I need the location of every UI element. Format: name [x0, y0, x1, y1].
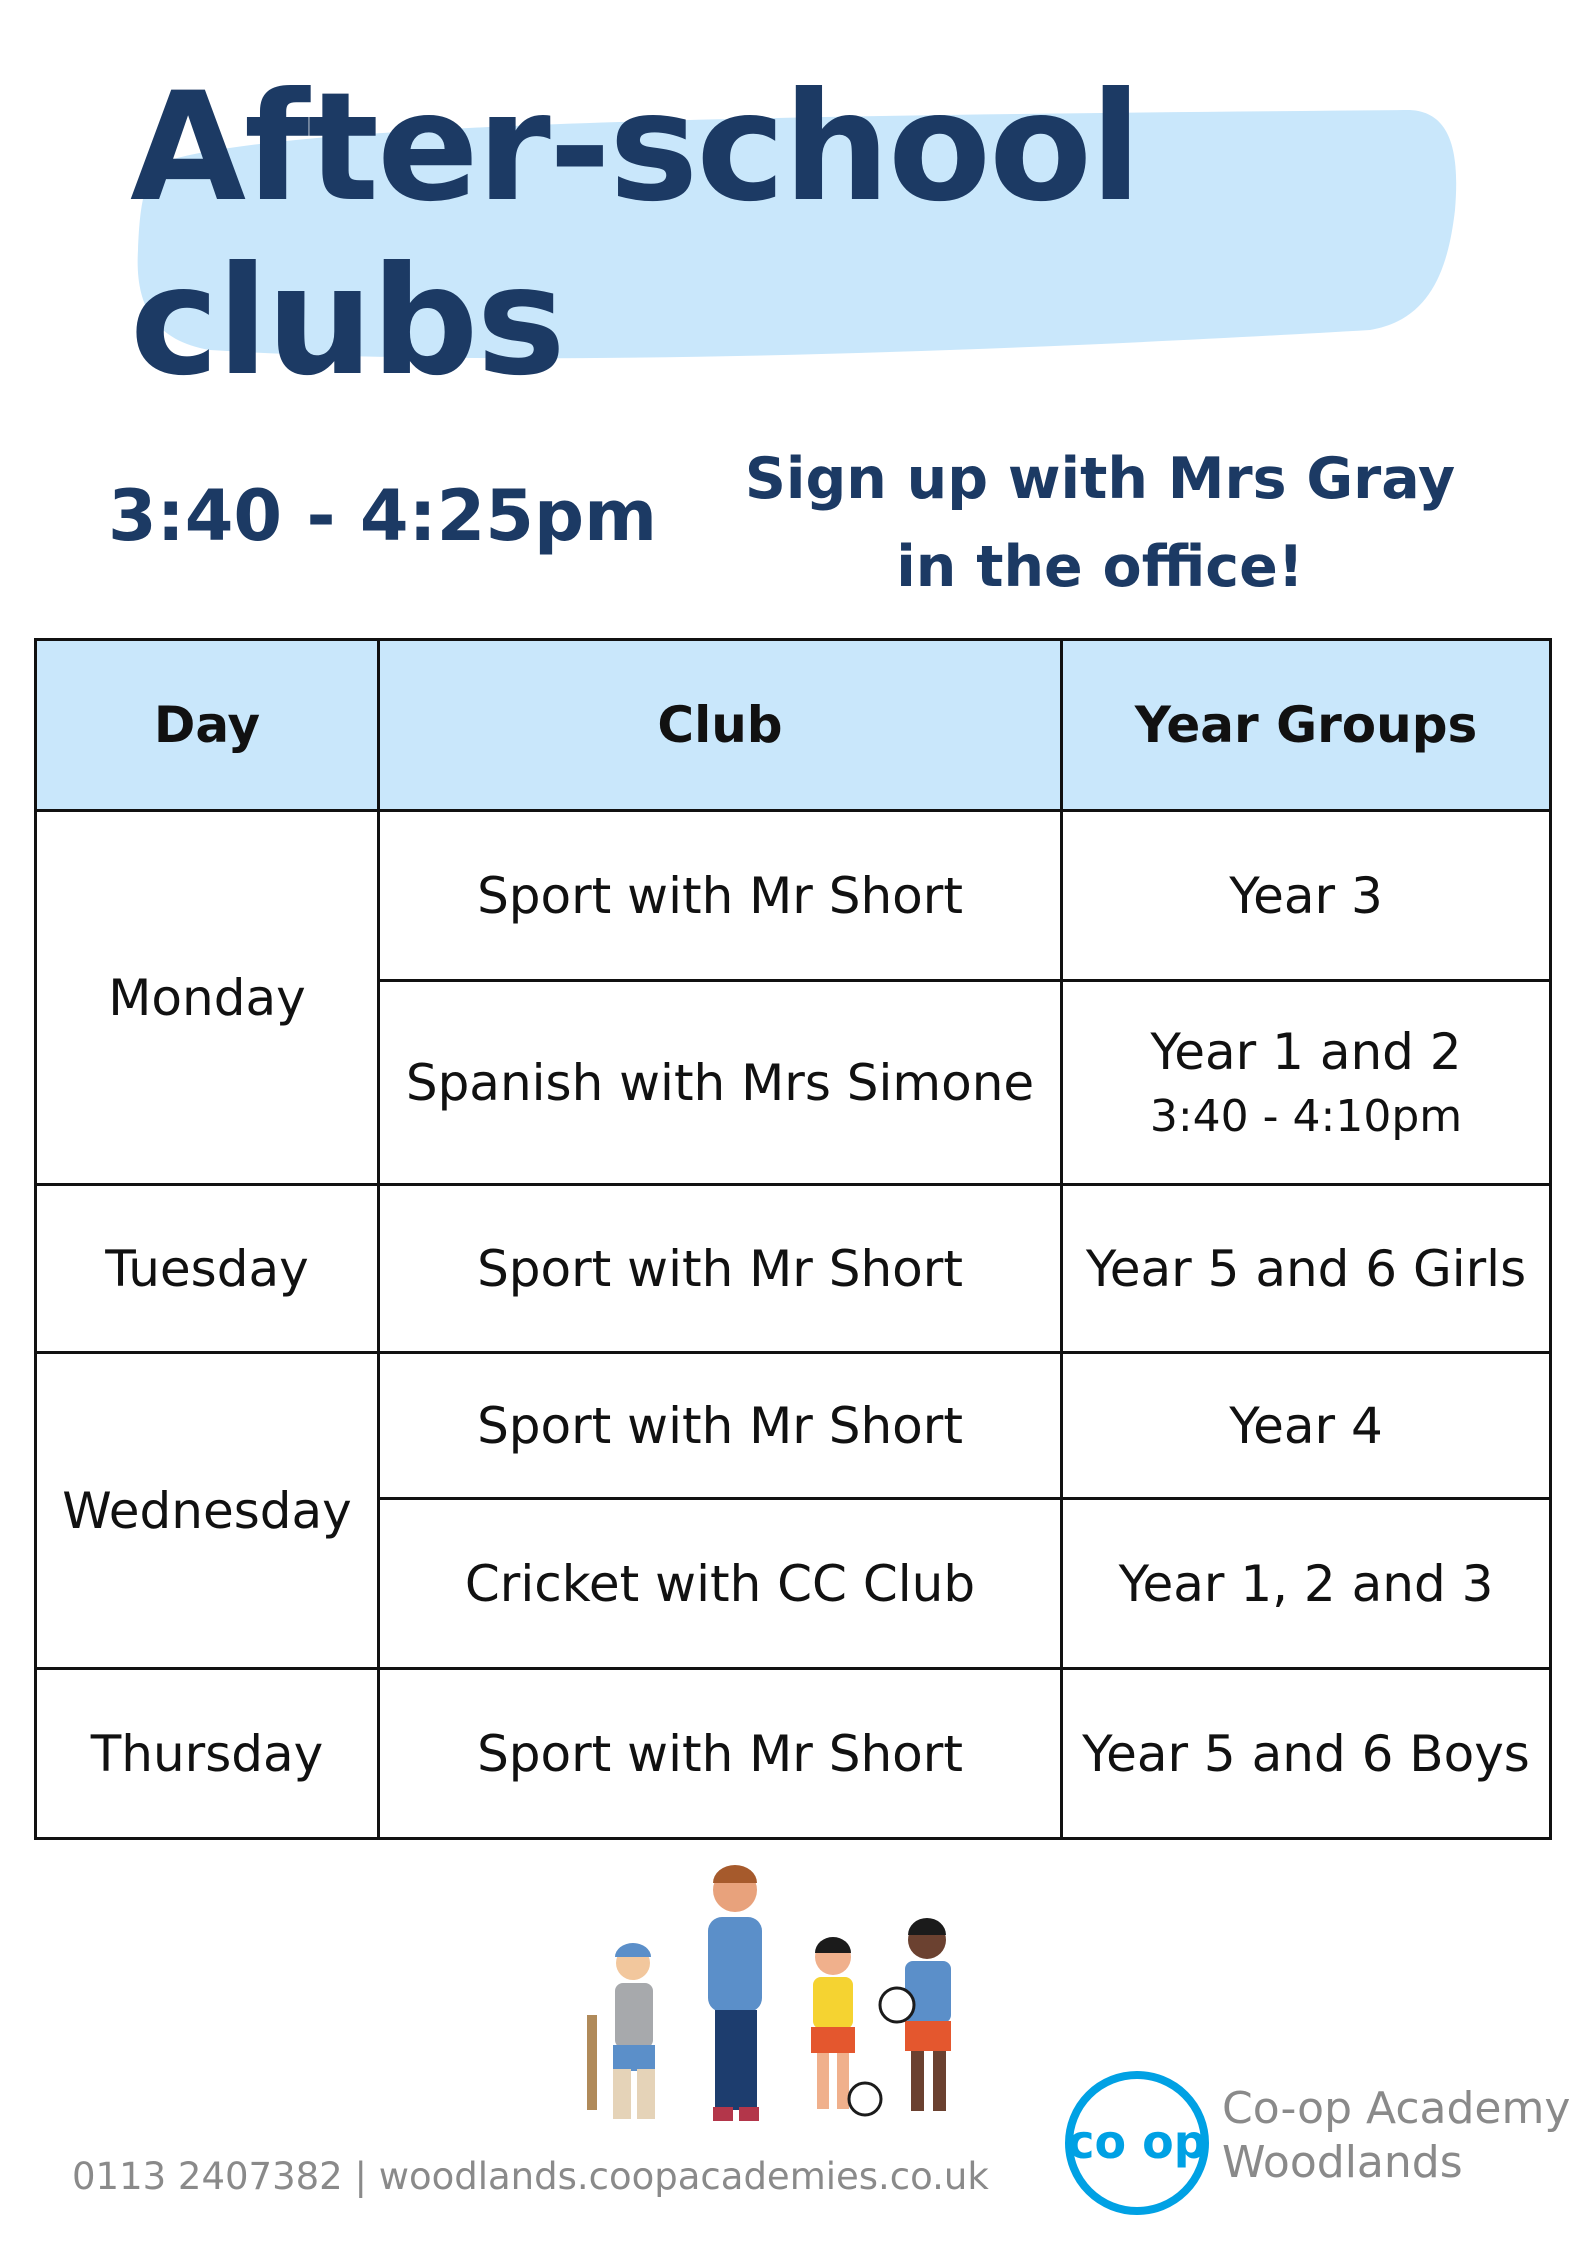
signup-note: Sign up with Mrs Gray in the office! [744, 446, 1456, 600]
coop-logo-icon [1062, 2068, 1212, 2222]
club-cell: Spanish with Mrs Simone [379, 981, 1062, 1185]
club-time: 3:40 - 4:25pm [108, 475, 658, 557]
school-name-line2: Woodlands [1222, 2137, 1463, 2188]
day-cell: Tuesday [36, 1185, 379, 1353]
table-row [36, 1669, 1551, 1839]
year-groups-label: Year 1 and 2 [1150, 1023, 1462, 1081]
club-cell: Sport with Mr Short [379, 1669, 1062, 1839]
header-day: Day [36, 640, 379, 811]
svg-text:co op: co op [1067, 2115, 1207, 2169]
year-cell [1062, 981, 1551, 1185]
table-row [36, 1185, 1551, 1353]
year-cell: Year 5 and 6 Boys [1062, 1669, 1551, 1839]
table-header-row [36, 640, 1551, 811]
year-cell: Year 4 [1062, 1353, 1551, 1499]
club-cell: Sport with Mr Short [379, 1353, 1062, 1499]
year-cell: Year 3 [1062, 811, 1551, 981]
year-cell: Year 5 and 6 Girls [1062, 1185, 1551, 1353]
school-name [1222, 2082, 1570, 2190]
time-note: 3:40 - 4:10pm [1149, 1091, 1463, 1142]
year-cell: Year 1, 2 and 3 [1062, 1499, 1551, 1669]
club-cell: Sport with Mr Short [379, 1185, 1062, 1353]
school-name-line1: Co-op Academy [1222, 2083, 1571, 2134]
children-sports-illustration [575, 1845, 1015, 2129]
day-cell: Thursday [36, 1669, 379, 1839]
club-cell: Sport with Mr Short [379, 811, 1062, 981]
day-cell: Monday [36, 811, 379, 1185]
clubs-table [34, 638, 1552, 1840]
header-year-groups: Year Groups [1062, 640, 1551, 811]
header-club: Club [379, 640, 1062, 811]
contact-line: 0113 2407382 | woodlands.coopacademies.co.uk [72, 2155, 989, 2198]
club-cell: Cricket with CC Club [379, 1499, 1062, 1669]
table-row [36, 811, 1551, 981]
day-cell: Wednesday [36, 1353, 379, 1669]
table-row [36, 1353, 1551, 1499]
page-title: After-school clubs [130, 61, 1140, 409]
title-banner [130, 61, 1460, 409]
